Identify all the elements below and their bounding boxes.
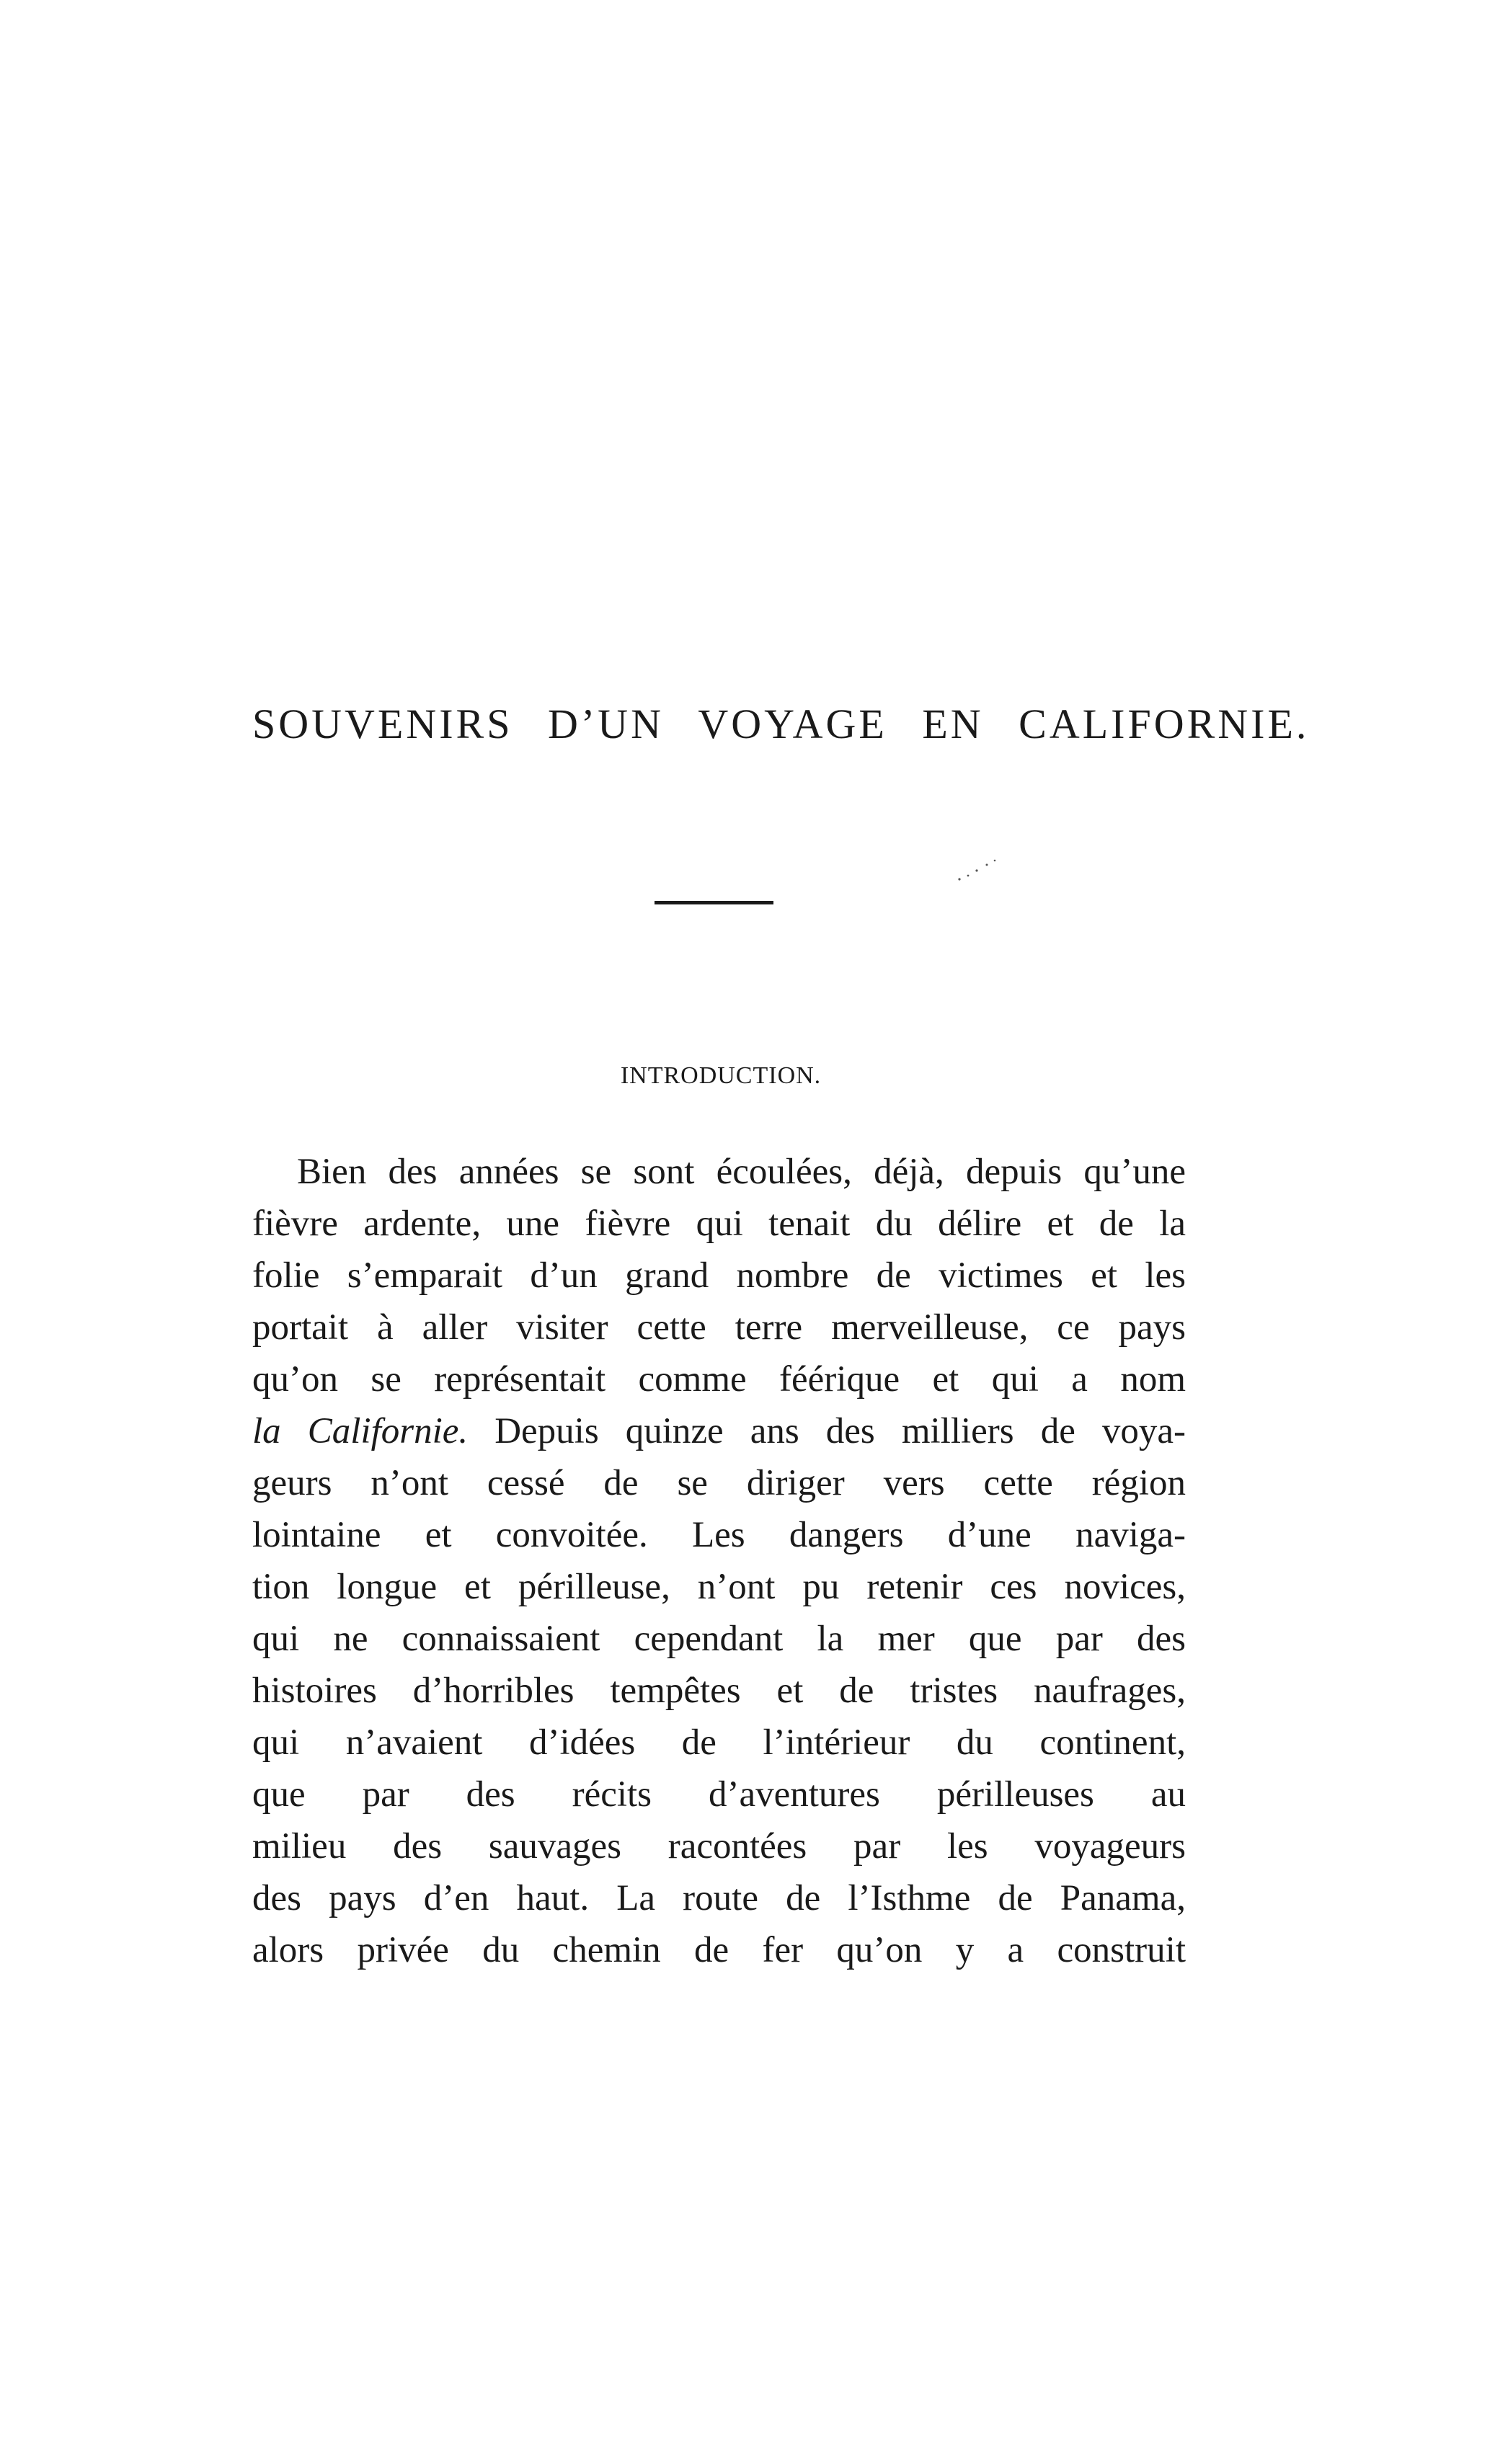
text-line: fièvre ardente, une fièvre qui tenait du délire et de la bbox=[252, 1204, 1186, 1244]
title-divider bbox=[655, 901, 773, 904]
text-line: geurs n’ont cessé de se diriger vers cette région bbox=[252, 1463, 1186, 1503]
italic-phrase: la Californie. bbox=[252, 1411, 469, 1451]
text-line: qu’on se représentait comme féérique et qui a nom bbox=[252, 1359, 1186, 1400]
text-line bbox=[252, 1405, 1186, 1457]
text-line: portait à aller visiter cette terre merveilleuse, ce pays bbox=[252, 1307, 1186, 1348]
text-line: des pays d’en haut. La route de l’Isthme de Panama, bbox=[252, 1878, 1186, 1918]
text-line: folie s’emparait d’un grand nombre de victimes et les bbox=[252, 1255, 1186, 1296]
text-line: milieu des sauvages racontées par les voyageurs bbox=[252, 1826, 1186, 1867]
text-line: qui ne connaissaient cependant la mer que par des bbox=[252, 1619, 1186, 1659]
text-line: histoires d’horribles tempêtes et de tristes naufrages, bbox=[252, 1671, 1186, 1711]
page-title: SOUVENIRS D’UN VOYAGE EN CALIFORNIE. bbox=[252, 700, 1310, 747]
text-line: que par des récits d’aventures périlleuses au bbox=[252, 1774, 1186, 1815]
ink-specks bbox=[955, 858, 998, 886]
section-heading: INTRODUCTION. bbox=[620, 1062, 822, 1089]
text-line: Bien des années se sont écoulées, déjà, depuis qu’une bbox=[297, 1152, 1186, 1192]
body-paragraph bbox=[252, 1146, 1186, 1976]
text-line: lointaine et convoitée. Les dangers d’une naviga- bbox=[252, 1515, 1186, 1555]
text-line-rest: Depuis quinze ans des milliers de voya- bbox=[494, 1411, 1186, 1451]
text-line: alors privée du chemin de fer qu’on y a construit bbox=[252, 1930, 1186, 1970]
text-line: qui n’avaient d’idées de l’intérieur du continent, bbox=[252, 1722, 1186, 1763]
text-line: tion longue et périlleuse, n’ont pu retenir ces novices, bbox=[252, 1567, 1186, 1607]
